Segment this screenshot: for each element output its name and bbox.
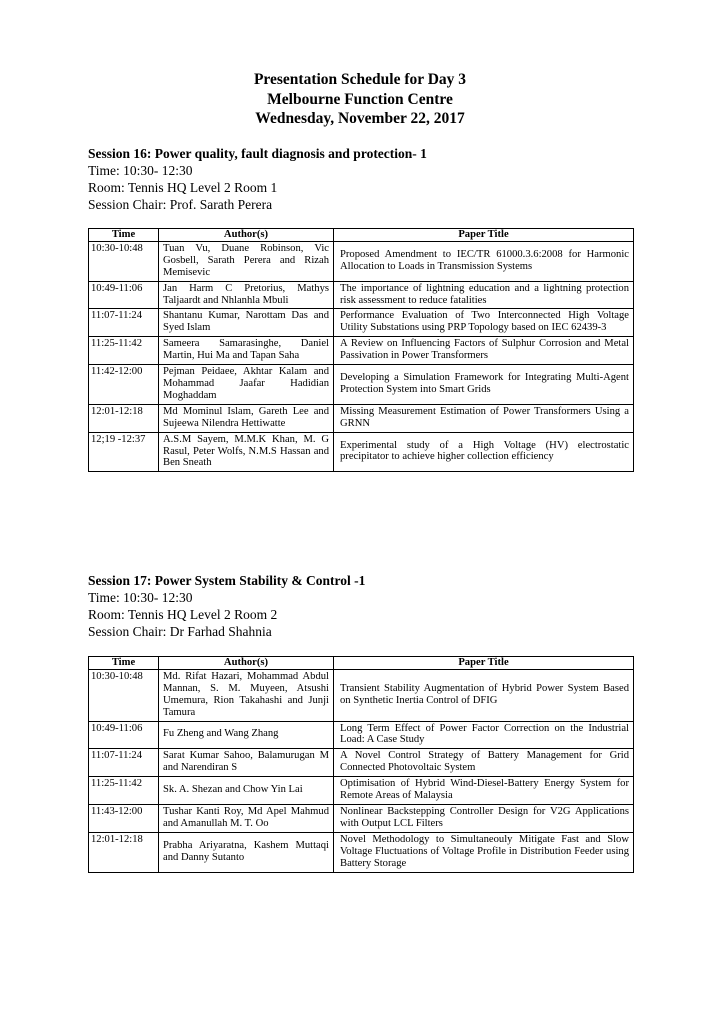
table-row [89,365,634,405]
row-paper-title: A Review on Influencing Factors of Sulphur Corrosion and Metal Passivation in Power Transformers [334,337,634,365]
row-time: 11:25-11:42 [89,337,159,365]
row-authors: Jan Harm C Pretorius, Mathys Taljaardt and Nhlanhla Mbuli [159,281,334,309]
row-authors: Md Mominul Islam, Gareth Lee and Sujeewa Nilendra Hettiwatte [159,404,334,432]
paper-column-header: Paper Title [334,657,634,670]
row-paper-title: Nonlinear Backstepping Controller Design for V2G Applications with Output LCL Filters [334,804,634,832]
table-row [89,337,634,365]
row-authors: Prabha Ariyaratna, Kashem Muttaqi and Danny Sutanto [159,832,334,872]
session-chair: Session Chair: Prof. Sarath Perera [88,197,273,213]
row-paper-title: Transient Stability Augmentation of Hybrid Power System Based on Synthetic Inertia Control of DFIG [334,669,634,721]
time-column-header: Time [89,657,159,670]
table-row [89,281,634,309]
row-time: 11:07-11:24 [89,309,159,337]
table-header-row [89,657,634,670]
table-row [89,804,634,832]
session-title: Session 16: Power quality, fault diagnosis and protection- 1 [88,146,427,161]
table-row [89,241,634,281]
session-room: Room: Tennis HQ Level 2 Room 2 [88,607,278,623]
session-chair: Session Chair: Dr Farhad Shahnia [88,624,272,640]
row-paper-title: A Novel Control Strategy of Battery Management for Grid Connected Photovoltaic System [334,749,634,777]
row-paper-title: Performance Evaluation of Two Interconnected High Voltage Utility Substations using PRP Topology based on IEC 62439-3 [334,309,634,337]
row-authors: Md. Rifat Hazari, Mohammad Abdul Mannan, S. M. Muyeen, Atsushi Umemura, Rion Takahashi and Junji Tamura [159,669,334,721]
row-authors: Pejman Peidaee, Akhtar Kalam and Mohammad Jaafar Hadidian Moghaddam [159,365,334,405]
table-row [89,832,634,872]
row-time: 10:30-10:48 [89,669,159,721]
session-time: Time: 10:30- 12:30 [88,163,193,178]
row-authors: Sameera Samarasinghe, Daniel Martin, Hui Ma and Tapan Saha [159,337,334,365]
row-time: 10:49-11:06 [89,721,159,749]
table-row [89,777,634,805]
paper-column-header: Paper Title [334,229,634,242]
row-time: 11:07-11:24 [89,749,159,777]
session-time: Time: 10:30- 12:30 [88,590,193,605]
table-row [89,721,634,749]
row-authors: A.S.M Sayem, M.M.K Khan, M. G Rasul, Peter Wolfs, N.M.S Hassan and Ben Sneath [159,432,334,472]
row-paper-title: Developing a Simulation Framework for Integrating Multi-Agent Protection System into Smart Grids [334,365,634,405]
row-paper-title: Optimisation of Hybrid Wind-Diesel-Battery Energy System for Remote Areas of Malaysia [334,777,634,805]
row-authors: Shantanu Kumar, Narottam Das and Syed Islam [159,309,334,337]
row-authors: Sarat Kumar Sahoo, Balamurugan M and Narendiran S [159,749,334,777]
row-time: 10:49-11:06 [89,281,159,309]
session-16-info [88,145,634,214]
row-paper-title: Missing Measurement Estimation of Power Transformers Using a GRNN [334,404,634,432]
row-authors: Fu Zheng and Wang Zhang [159,721,334,749]
row-authors: Tuan Vu, Duane Robinson, Vic Gosbell, Sarath Perera and Rizah Memisevic [159,241,334,281]
row-paper-title: Proposed Amendment to IEC/TR 61000.3.6:2008 for Harmonic Allocation to Loads in Transmission Systems [334,241,634,281]
row-paper-title: Long Term Effect of Power Factor Correction on the Industrial Load: A Case Study [334,721,634,749]
table-row [89,749,634,777]
row-time: 11:25-11:42 [89,777,159,805]
session-17-info [88,572,634,641]
session-room: Room: Tennis HQ Level 2 Room 1 [88,180,278,196]
venue-title: Melbourne Function Centre [267,90,453,108]
session-title: Session 17: Power System Stability & Control -1 [88,573,366,588]
row-time: 11:43-12:00 [89,804,159,832]
session-17-table [88,656,634,873]
row-time: 11:42-12:00 [89,365,159,405]
table-row [89,432,634,472]
row-time: 12:01-12:18 [89,832,159,872]
row-time: 12;19 -12:37 [89,432,159,472]
schedule-title: Presentation Schedule for Day 3 [253,71,467,88]
table-header-row [89,229,634,242]
row-paper-title: Experimental study of a High Voltage (HV) electrostatic precipitator to achieve higher collection efficiency [334,432,634,472]
row-authors: Tushar Kanti Roy, Md Apel Mahmud and Amanullah M. T. Oo [159,804,334,832]
table-row [89,669,634,721]
row-paper-title: Novel Methodology to Simultaneouly Mitigate Fast and Slow Voltage Fluctuations of Voltage Profile in Distribution Feeder using Battery Storage [334,832,634,872]
row-time: 10:30-10:48 [89,241,159,281]
authors-column-header: Author(s) [159,229,334,242]
table-row [89,309,634,337]
authors-column-header: Author(s) [159,657,334,670]
row-paper-title: The importance of lightning education and a lightning protection risk assessment to reduce fatalities [334,281,634,309]
date-title: Wednesday, November 22, 2017 [255,110,465,127]
row-authors: Sk. A. Shezan and Chow Yin Lai [159,777,334,805]
session-16-table [88,228,634,472]
table-row [89,404,634,432]
page-header [0,70,720,129]
time-column-header: Time [89,229,159,242]
row-time: 12:01-12:18 [89,404,159,432]
